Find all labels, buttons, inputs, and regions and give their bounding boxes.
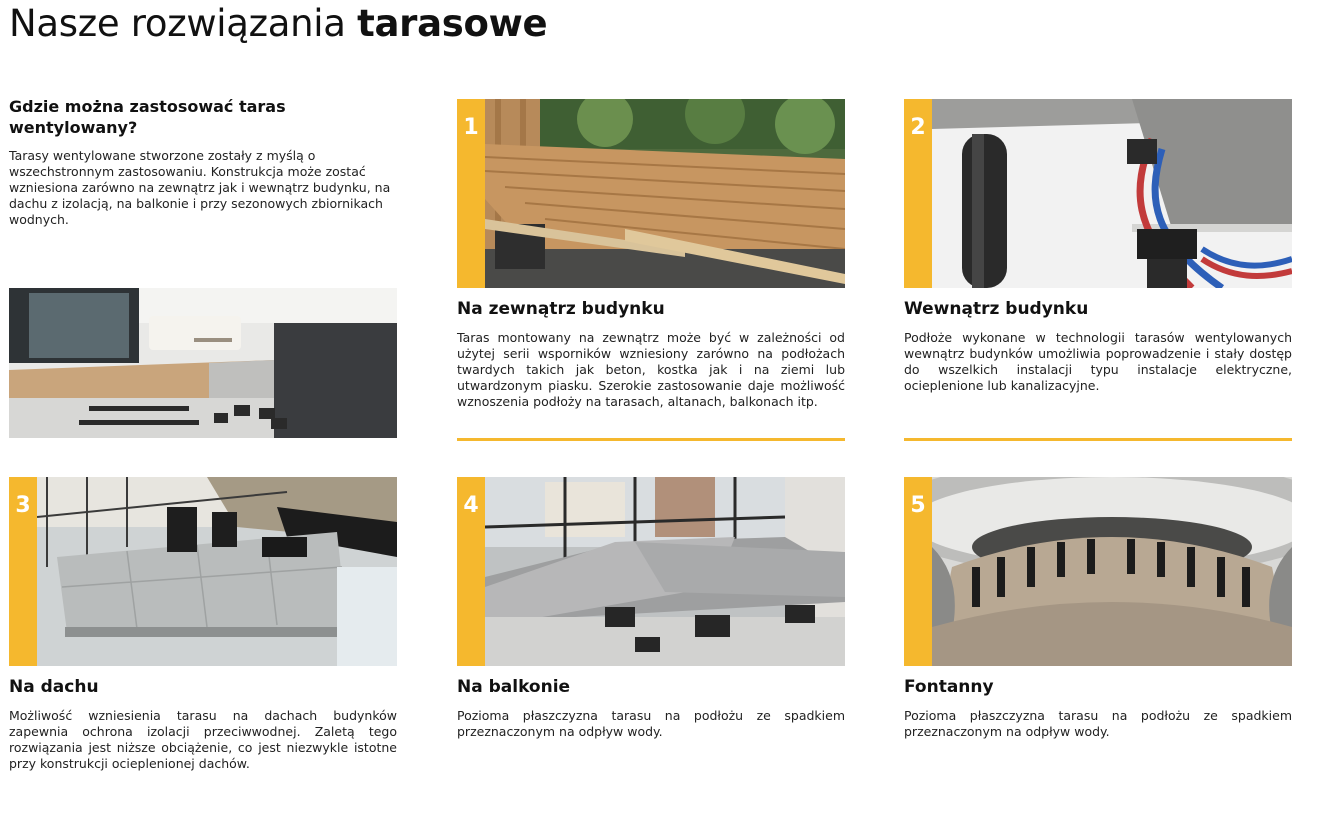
- card-text: Podłoże wykonane w technologii tarasów wentylowanych wewnątrz budynków umożliwia poprowadzenie i stały dostęp do wszelkich instalacji typu instalacje elektryczne, ocieplenione lub kanalizacyjne.: [904, 330, 1292, 393]
- card-on-balcony: [457, 477, 845, 740]
- card-photo: [904, 99, 1292, 288]
- number-badge: 3: [9, 477, 37, 666]
- card-heading: Na dachu: [9, 677, 99, 697]
- card-text: Pozioma płaszczyzna tarasu na podłożu ze spadkiem przeznaczonym na odpływ wody.: [904, 708, 1292, 739]
- card-text: Możliwość wzniesienia tarasu na dachach budynków zapewnia ochrona izolacji przeciwwodnej. Zaletą tego rozwiązania jest niższe obciążenie, co jest niezwykle istotne przy konstrukcji ocieplenionej dachów.: [9, 708, 397, 771]
- card-divider: [904, 438, 1292, 441]
- balcony-tiles-photo: [485, 477, 845, 666]
- card-heading: Fontanny: [904, 677, 994, 697]
- card-inside-building: [904, 99, 1292, 394]
- fountain-pedestals-photo: [932, 477, 1292, 666]
- card-fountains: [904, 477, 1292, 740]
- number-badge: 4: [457, 477, 485, 666]
- intro-text: Tarasy wentylowane stworzone zostały z myślą o wszechstronnym zastosowaniu. Konstrukcja może zostać wzniesiona zarówno na zewnątrz jak i wewnątrz budynku, na dachu z izolacją, na balkonie i przy sezonowych zbiornikach wodnych.: [9, 148, 391, 227]
- card-heading: Wewnątrz budynku: [904, 299, 1089, 319]
- number-badge: 2: [904, 99, 932, 288]
- card-heading: Na zewnątrz budynku: [457, 299, 665, 319]
- card-outside-building: [457, 99, 845, 410]
- page-title: Nasze rozwiązania tarasowe: [9, 2, 548, 45]
- card-heading: Na balkonie: [457, 677, 571, 697]
- roof-terrace-photo: [37, 477, 397, 666]
- number-badge: 5: [904, 477, 932, 666]
- card-text: Taras montowany na zewnątrz może być w zależności od użytej serii wsporników wzniesiony zarówno na podłożach twardych takich jak beton, kostka jak i na ziemi lub utwardzonym piasku. Szerokie zastosowanie daje możliwość wznoszenia podłoży na tarasach, altanach, balkonach itp.: [457, 330, 845, 409]
- card-text: Pozioma płaszczyzna tarasu na podłożu ze spadkiem przeznaczonym na odpływ wody.: [457, 708, 845, 739]
- number-badge: 1: [457, 99, 485, 288]
- wooden-deck-photo: [485, 99, 845, 288]
- card-photo: [904, 477, 1292, 666]
- card-photo: [457, 99, 845, 288]
- card-on-roof: [9, 477, 397, 772]
- card-divider: [457, 438, 845, 441]
- card-photo: [457, 477, 845, 666]
- intro-heading: Gdzie można zastosować taras wentylowany?: [9, 97, 286, 137]
- card-photo: [9, 477, 397, 666]
- intro-terrace-photo: [9, 288, 397, 438]
- indoor-pedestal-photo: [932, 99, 1292, 288]
